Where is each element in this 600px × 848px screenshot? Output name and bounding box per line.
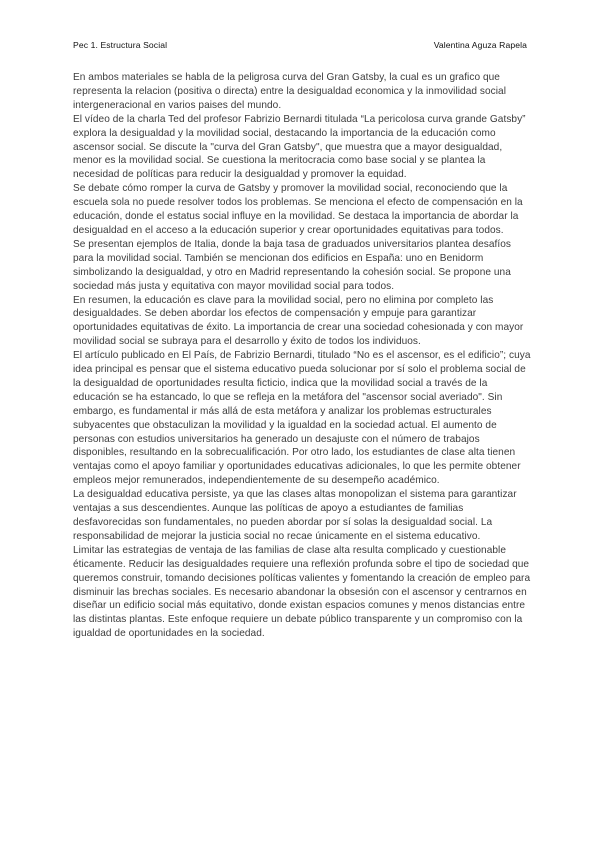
paragraph: El vídeo de la charla Ted del profesor Fabrizio Bernardi titulada “La pericolosa curva grande Gatsby” explora la desigualdad y la movilidad social, destacando la importancia de la educación como ascensor social. Se discute la "curva del Gran Gatsby", que muestra que a mayor desigualdad, menor es la movilidad social. Se cuestiona la meritocracia como base social y se plantea la necesidad de políticas para reducir la desigualdad y promover la equidad. xyxy=(73,113,526,181)
paragraph: En resumen, la educación es clave para la movilidad social, pero no elimina por completo las desigualdades. Se deben abordar los efectos de compensación y empuje para garantizar oportunidades equitativas de éxito. La importancia de crear una sociedad cohesionada y con mayor movilidad social se subraya para el desarrollo y éxito de todos los individuos. xyxy=(73,294,524,348)
paragraph: Se presentan ejemplos de Italia, donde la baja tasa de graduados universitarios plantea desafíos para la movilidad social. También se mencionan dos edificios en España: uno en Benidorm simbolizando la desigualdad, y otro en Madrid representando la cohesión social. Se propone una sociedad más justa y equitativa con mayor movilidad social para todos. xyxy=(73,238,511,292)
page-header xyxy=(73,40,527,54)
paragraph: La desigualdad educativa persiste, ya que las clases altas monopolizan el sistema para garantizar ventajas a sus descendientes. Aunque las políticas de apoyo a estudiantes de familias desfavorecidas son fundamentales, no pueden abordar por sí solas la desigualdad social. La responsabilidad de mejorar la justicia social no recae únicamente en el sistema educativo. xyxy=(73,489,517,542)
paragraph: Limitar las estrategias de ventaja de las familias de clase alta resulta complicado y cuestionable éticamente. Reducir las desigualdades requiere una reflexión profunda sobre el tipo de sociedad que queremos construir, tomando decisiones políticas valientes y fomentando la creación de empleo para disminuir las brechas sociales. Es necesario abandonar la obsesión con el ascensor y centrarnos en diseñar un edificio social más equitativo, donde existan espacios comunes y menos distancias entre las distintas plantas. Este enfoque requiere un debate público transparente y un compromiso con la igualdad de oportunidades en la sociedad. xyxy=(73,544,531,640)
paragraph: En ambos materiales se habla de la peligrosa curva del Gran Gatsby, la cual es un grafico que representa la relacion (positiva o directa) entre la desigualdad economica y la inmovilidad social intergeneracional en varios paises del mundo. xyxy=(73,72,506,111)
document-body xyxy=(73,71,531,641)
header-author-name: Valentina Aguza Rapela xyxy=(433,40,527,50)
paragraph: Se debate cómo romper la curva de Gatsby y promover la movilidad social, reconociendo que la escuela sola no puede resolver todos los problemas. Se menciona el efecto de compensación en la educación, donde el estatus social influye en la movilidad. Se destaca la importancia de abordar la desigualdad en el acceso a la educación superior y crear oportunidades equitativas para todos. xyxy=(73,183,523,236)
paragraph: El artículo publicado en El País, de Fabrizio Bernardi, titulado “No es el ascensor, es el edificio”; cuya idea principal es pensar que el sistema educativo pueda solucionar por sí solo el problema social de la desigualdad de oportunidades resulta ficticio, indica que la movilidad social a través de la educación se ha estancado, lo que se refleja en la metáfora del "ascensor social averiado". Sin embargo, es fundamental ir más allá de esta metáfora y analizar los problemas estructurales subyacentes que obstaculizan la movilidad y la igualdad en la sociedad actual. El aumento de personas con estudios universitarios ha generado un desajuste con el número de trabajos disponibles, resultando en la sobrecualificación. Por otro lado, los estudiantes de clase alta tienen ventajas como el apoyo familiar y oportunidades educativas adicionales, lo que les permite obtener empleos mejor remunerados, independientemente de su desempeño académico. xyxy=(73,350,531,487)
header-course-title: Pec 1. Estructura Social xyxy=(73,40,168,50)
